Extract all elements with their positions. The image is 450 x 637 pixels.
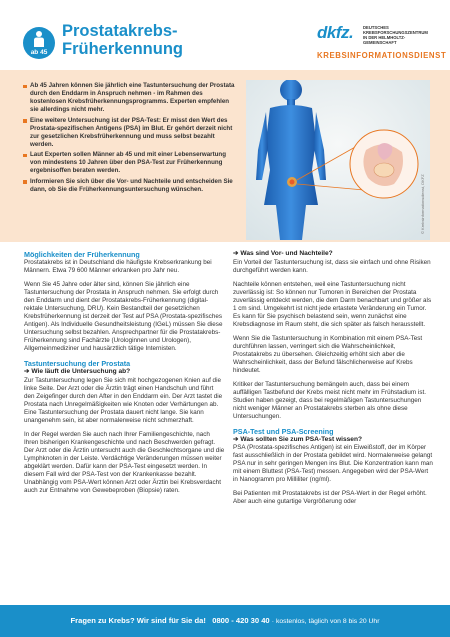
logo-service: KREBSINFORMATIONSDIENST: [317, 51, 447, 60]
footer-hours: · kostenlos, täglich von 8 bis 20 Uhr: [271, 618, 380, 625]
age-badge: [23, 27, 55, 59]
left-column: [24, 250, 225, 501]
paragraph: Prostatakrebs ist in Deutschland die häufigste Krebserkrankung bei Männern. Etwa 79 600 Männer erkranken pro Jahr neu.: [24, 259, 212, 274]
page-title: Prostatakrebs- Früherkennung: [62, 22, 184, 58]
badge-age-label: ab 45: [30, 49, 48, 56]
header: [0, 0, 450, 70]
dkfz-logo: [317, 23, 447, 63]
paragraph: Kritiker der Tastuntersuchung bemängeln auch, dass bei einem auffälligen Tastbefund der Krebs meist nicht mehr im Frühstadium ist. Studien haben gezeigt, dass bei regelmäßigen Tastuntersuchungen nicht weniger Männer an Prostatakrebs sterben als ohne diese Untersuchungen.: [233, 380, 426, 420]
section-heading-moeglichkeiten: Möglichkeiten der Früherkennung: [24, 250, 140, 259]
footer-bar: [0, 605, 450, 637]
footer-phone-link[interactable]: 0800 - 420 30 40: [212, 616, 270, 625]
paragraph: Nachteile können entstehen, weil eine Tastuntersuchung nicht zuverlässig ist: So können nur Tumoren in Bereichen der Prostata zuverlässig entdeckt werden, die dem Darm benachbart und größer als 1 cm sind. Umgekehrt ist nicht jede ertastete Veränderung ein Tumor. Es kann für Sie psychisch belastend sein, wenn zunächst eine Krebsdiagnose im Raum steht, die sich später als falsch herausstellt.: [233, 280, 432, 328]
section-heading-tastuntersuchung: Tastuntersuchung der Prostata: [24, 359, 131, 368]
key-fact: Informieren Sie sich über die Vor- und Nachteile und entscheiden Sie dann, ob Sie die Früherkennungsuntersuchung wünschen.: [30, 178, 235, 194]
footer-line: [0, 616, 450, 625]
paragraph: Bei Patienten mit Prostatakrebs ist der PSA-Wert in der Regel erhöht. Aber auch eine gutartige Vergrößerung oder: [233, 490, 427, 505]
paragraph: Ein Vorteil der Tastuntersuchung ist, dass sie einfach und ohne Risiken durchgeführt werden kann.: [233, 258, 431, 274]
logo-mark: dkfz.: [317, 23, 354, 42]
key-fact: Ab 45 Jahren können Sie jährlich eine Tastuntersuchung der Prostata durch den Enddarm in Anspruch nehmen - im Rahmen des kostenlosen Krebsfrüherkennungsprogramms. Experten empfehlen sie allerdings nicht mehr.: [30, 82, 235, 113]
logo-organisation: DEUTSCHES KREBSFORSCHUNGSZENTRUM IN DER HELMHOLTZ-GEMEINSCHAFT: [363, 25, 428, 45]
right-column: [233, 250, 434, 512]
prostate-illustration: [246, 80, 430, 240]
key-fact: Laut Experten sollen Männer ab 45 und mit einer Lebenserwartung von mindestens 10 Jahren über den PSA-Test zur Früherkennung ergebnisoffen beraten werden.: [30, 151, 235, 175]
paragraph: In der Regel werden Sie auch nach Ihrer Familiengeschichte, nach Ihren bisherigen Krankengeschichte und nach Beschwerden gefragt. Der Arzt oder die Ärztin untersucht auch die Geschlechtsorgane und die Lymphknoten in der Leiste. Verdächtige Veränderungen müssen weiter abgeklärt werden. Dafür kann der PSA-Test eingesetzt werden. In diesem Fall wird der PSA-Test von der Krankenkasse bezahlt. Unabhängig vom PSA-Wert können Arzt oder Ärztin bei Krebsverdacht auch zur Entnahme von Gewebeproben (Biopsie) raten.: [24, 430, 225, 494]
body-silhouette-illustration: [246, 80, 430, 240]
paragraph: Zur Tastuntersuchung legen Sie sich mit hochgezogenen Knien auf die linke Seite. Der Arzt oder die Ärztin trägt einen Handschuh und führt den Zeigefinger durch den After in den Enddarm ein. Der Arzt tastet die Prostata nach Unregelmäßigkeiten wie Knoten oder Verhärtungen ab. Eine Tastuntersuchung der Prostata dauert nicht lange. Sie kann unangenehm sein, ist aber normalerweise nicht schmerzhaft.: [24, 376, 223, 424]
key-fact: Eine weitere Untersuchung ist der PSA-Test: Er misst den Wert des Prostata-spezifischen Antigens (PSA) im Blut. Er gehört derzeit nicht zur gesetzlichen Krebsfrüherkennung und muss selbst bezahlt werden.: [30, 117, 235, 149]
paragraph: Wenn Sie die Tastuntersuchung in Kombination mit einem PSA-Test durchführen lassen, verringert sich die Wahrscheinlichkeit, Prostatakrebs zu übersehen. Gleichzeitig erhöht sich aber die Wahrscheinlichkeit, dass der Befund fälschlicherweise auf Krebs hindeutet.: [233, 334, 423, 374]
paragraph: PSA (Prostata-spezifisches Antigen) ist ein Eiweißstoff, der im Körper fast ausschließlich in der Prostata gebildet wird. Normalerweise gelangt PSA nur in sehr geringen Mengen ins Blut. Die Konzentration kann man mit einem Bluttest (PSA-Test) messen. Angegeben wird der PSA-Wert in Nanogramm pro Milliliter (ng/ml).: [233, 444, 433, 483]
question-heading-ablauf: ➔ Wie läuft die Untersuchung ab?: [24, 368, 131, 375]
image-credit: © Krebsinformationsdienst, DKFZ: [420, 174, 425, 234]
question-heading-psa-test: ➔ Was sollten Sie zum PSA-Test wissen?: [233, 435, 363, 443]
question-heading-vor-nachteile: ➔ Was sind Vor- und Nachteile?: [233, 250, 333, 257]
section-heading-psa: PSA-Test und PSA-Screening: [233, 426, 334, 436]
key-facts-list: [30, 82, 235, 196]
person-icon: [31, 30, 47, 47]
paragraph: Wenn Sie 45 Jahre oder älter sind, können Sie jährlich eine Tastuntersuchung der Prostata in Anspruch nehmen. Sie erfolgt durch den Enddarm und dient der Prostatakrebs-Früherkennung (digital-rektale Untersuchung, DRU). Kein Bestandteil der gesetzlichen Krebsfrüherkennung ist derzeit der Test auf PSA (Prostata-spezifisches Antigen). Als Individuelle Gesundheitsleistung (IGeL) müssen Sie diese Untersuchung selbst bezahlen. Ansprechpartner für die Prostatakrebs-Früherkennung sind Fachärzte (Urologinnen und Urologen), Allgemeinmediziner und hausärztlich tätige Internisten.: [24, 281, 223, 352]
footer-question: Fragen zu Krebs? Wir sind für Sie da!: [70, 616, 206, 625]
